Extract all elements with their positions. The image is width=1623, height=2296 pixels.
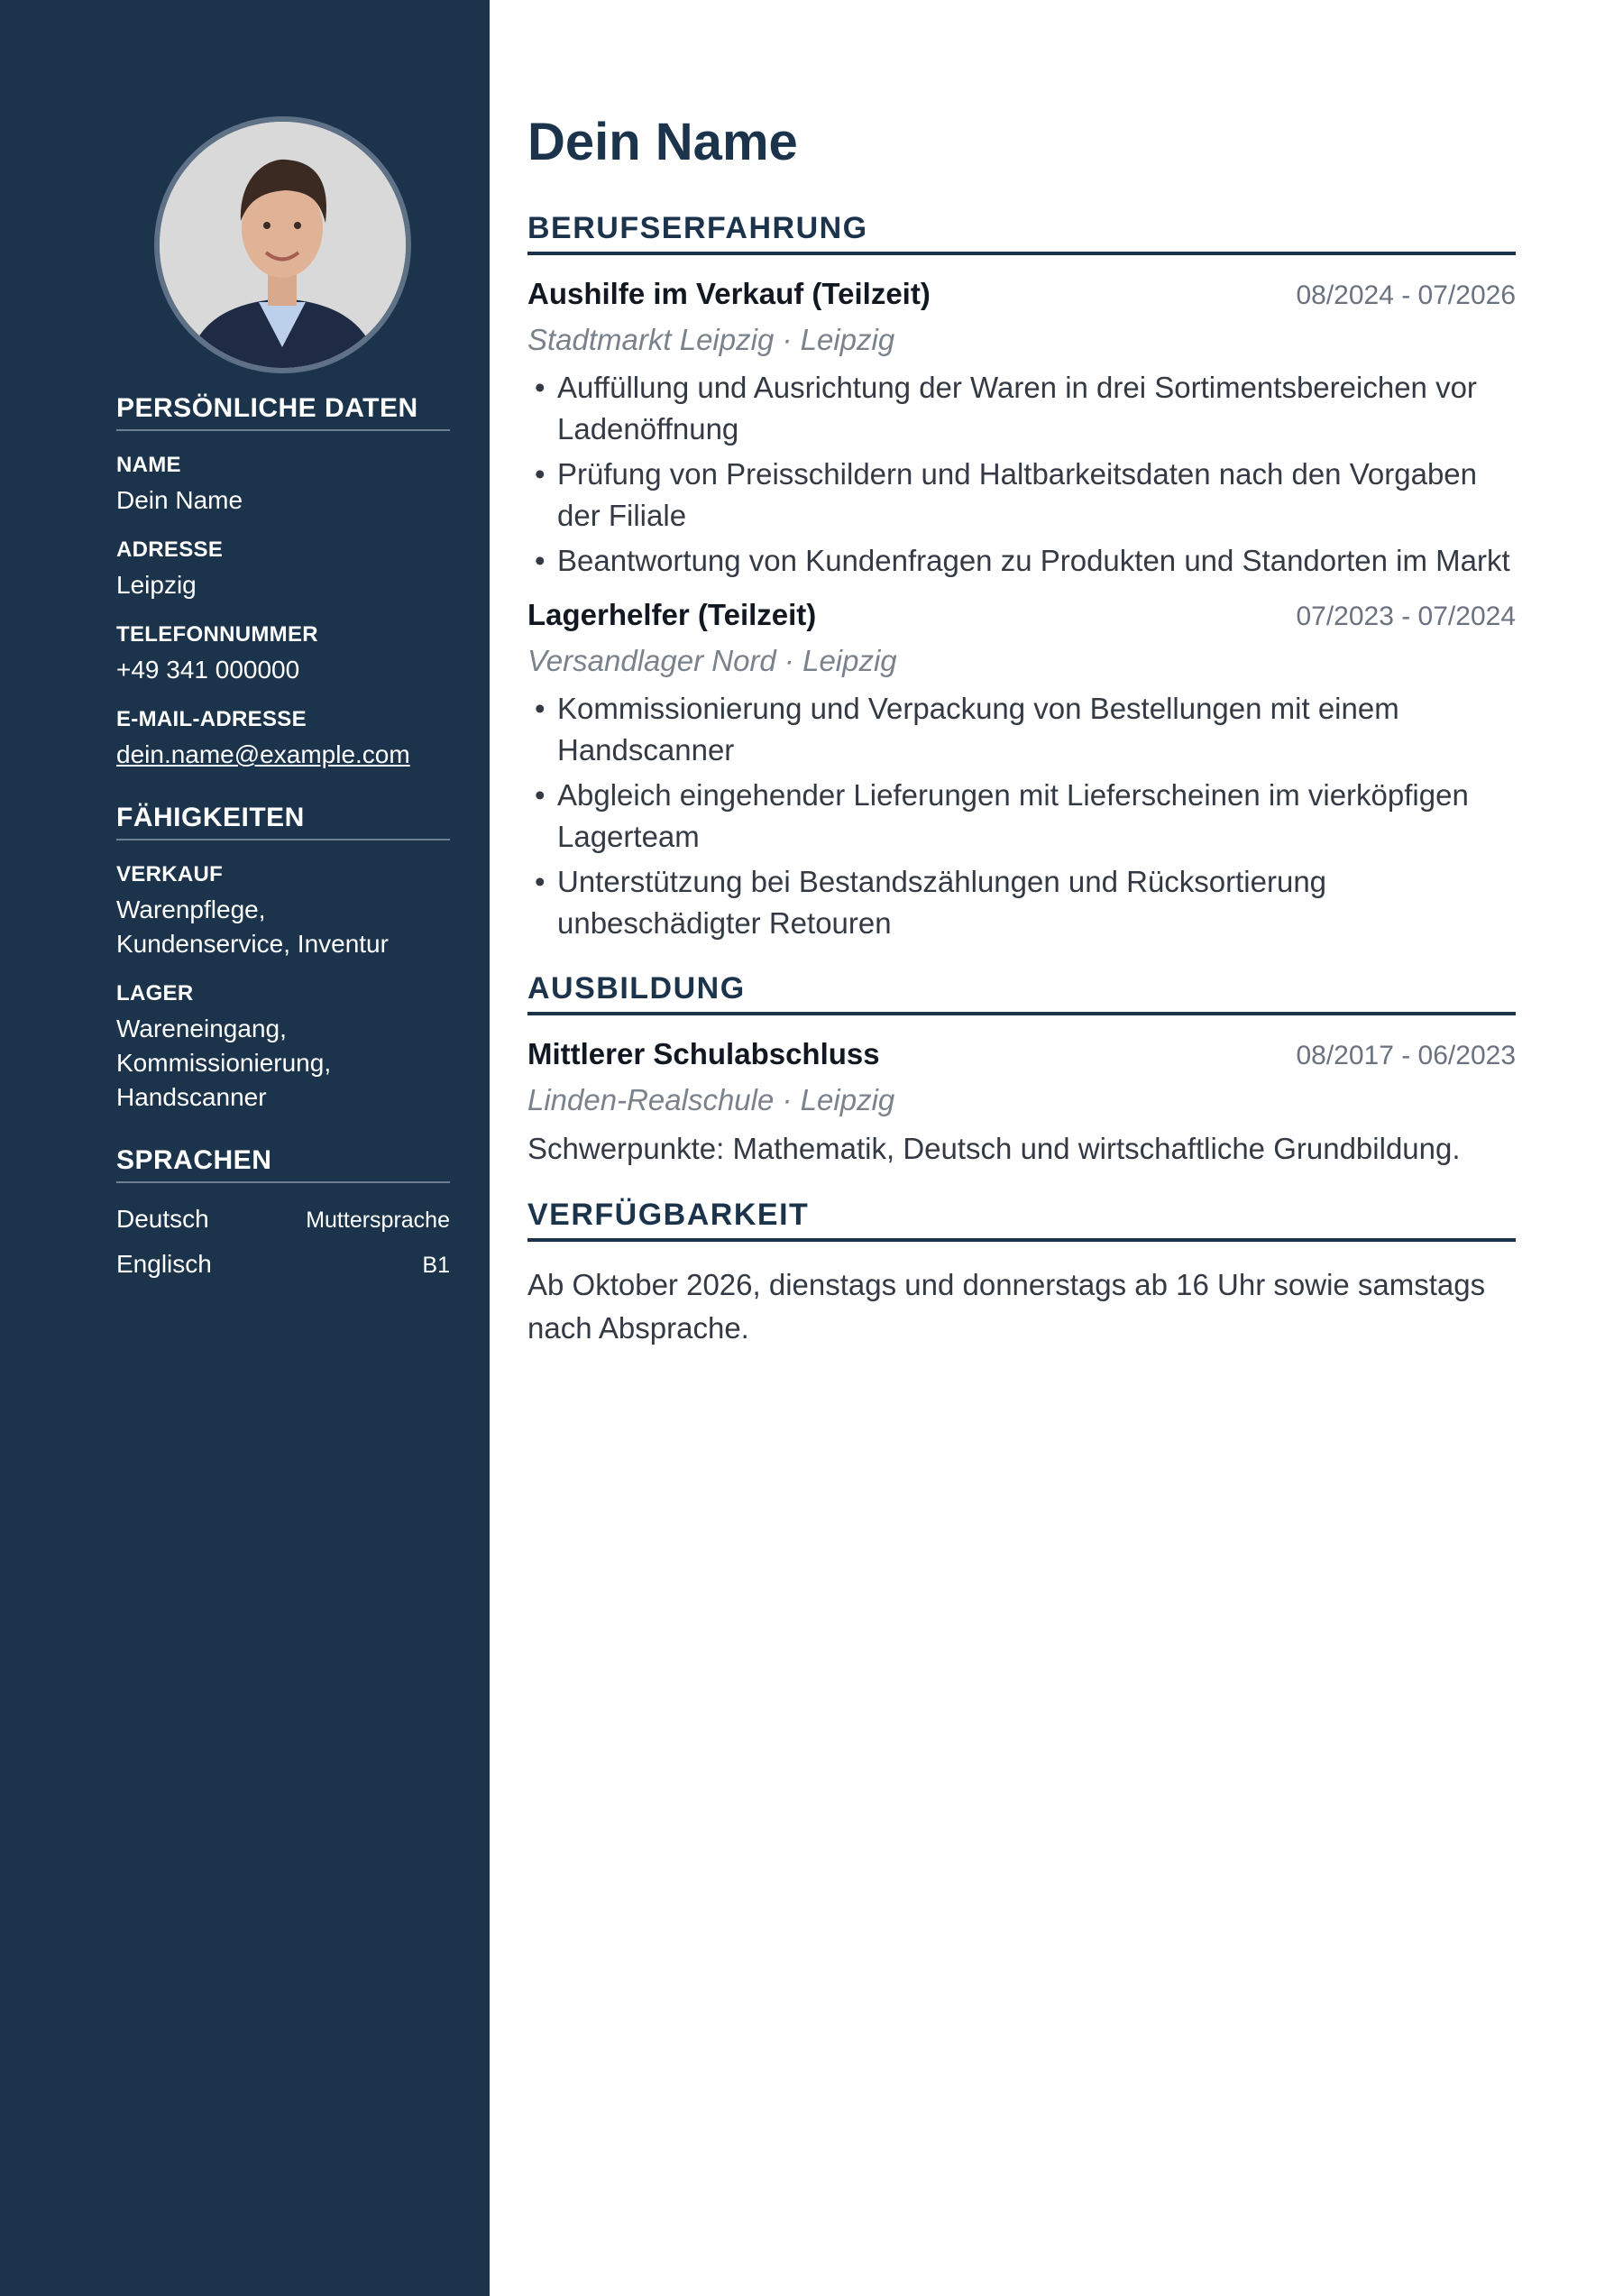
portrait-image — [160, 122, 406, 368]
bullet-item: • Kommissionierung und Verpackung von Bestellungen mit einem Handscanner — [527, 688, 1516, 771]
language-row — [116, 1205, 450, 1234]
page-title: Dein Name — [527, 113, 798, 171]
phone-value: +49 341 000000 — [116, 656, 300, 684]
entry-title: Lagerhelfer (Teilzeit) — [527, 598, 817, 631]
skill-group-value: Wareneingang, Kommissionierung, Handscanner — [116, 1015, 332, 1111]
email-label: E-MAIL-ADRESSE — [116, 707, 307, 731]
language-name: Deutsch — [116, 1205, 209, 1233]
entry-subtitle: Linden-Realschule · Leipzig — [527, 1083, 895, 1116]
entry-title: Mittlerer Schulabschluss — [527, 1037, 880, 1070]
entry-date: 08/2017 - 06/2023 — [1296, 1041, 1516, 1070]
personal-data-heading: PERSÖNLICHE DATEN — [116, 393, 450, 431]
language-row — [116, 1250, 450, 1279]
entry-date: 08/2024 - 07/2026 — [1296, 280, 1516, 310]
bullet-item: • Abgleich eingehender Lieferungen mit Lieferscheinen im vierköpfigen Lagerteam — [527, 775, 1516, 858]
bullet-item: • Beantwortung von Kundenfragen zu Produkten und Standorten im Markt — [527, 540, 1516, 582]
phone-label: TELEFONNUMMER — [116, 622, 318, 647]
bullet-list — [527, 367, 1516, 582]
skills-section — [116, 803, 450, 1115]
email-link[interactable]: dein.name@example.com — [116, 740, 410, 768]
entry-header — [527, 277, 1516, 311]
profile-photo — [154, 116, 411, 373]
bullet-item: • Unterstützung bei Bestandszählungen und Rücksortierung unbeschädigter Retouren — [527, 861, 1516, 944]
language-level: B1 — [422, 1253, 450, 1278]
language-level: Muttersprache — [306, 1208, 450, 1233]
language-name: Englisch — [116, 1250, 212, 1278]
entry-title: Aushilfe im Verkauf (Teilzeit) — [527, 277, 931, 310]
sidebar — [0, 0, 490, 2296]
experience-section — [527, 211, 1516, 944]
availability-section — [527, 1198, 1516, 1350]
skills-heading: FÄHIGKEITEN — [116, 803, 450, 840]
skill-group-value: Warenpflege, Kundenservice, Inventur — [116, 895, 389, 958]
personal-data-section — [116, 393, 450, 772]
main-content — [527, 108, 1516, 1377]
entry-header — [527, 598, 1516, 632]
experience-entry — [527, 598, 1516, 944]
address-value: Leipzig — [116, 571, 197, 599]
languages-section — [116, 1145, 450, 1279]
skill-group-label: LAGER — [116, 981, 194, 1006]
entry-subtitle: Versandlager Nord · Leipzig — [527, 644, 897, 677]
experience-heading: BERUFSERFAHRUNG — [527, 211, 1516, 255]
education-description: Schwerpunkte: Mathematik, Deutsch und wirtschaftliche Grundbildung. — [527, 1132, 1461, 1165]
entry-date: 07/2023 - 07/2024 — [1296, 602, 1516, 631]
availability-heading: VERFÜGBARKEIT — [527, 1198, 1516, 1242]
bullet-list — [527, 688, 1516, 944]
education-entry — [527, 1037, 1516, 1171]
name-label: NAME — [116, 453, 181, 477]
bullet-item: • Auffüllung und Ausrichtung der Waren in drei Sortimentsbereichen vor Ladenöffnung — [527, 367, 1516, 450]
address-label: ADRESSE — [116, 537, 224, 562]
skill-group-label: VERKAUF — [116, 862, 224, 886]
availability-text: Ab Oktober 2026, dienstags und donnerstags ab 16 Uhr sowie samstags nach Absprache. — [527, 1268, 1486, 1345]
sidebar-content — [116, 393, 450, 1309]
name-value: Dein Name — [116, 486, 243, 514]
entry-subtitle: Stadtmarkt Leipzig · Leipzig — [527, 323, 895, 356]
languages-heading: SPRACHEN — [116, 1145, 450, 1183]
education-section — [527, 971, 1516, 1171]
experience-entry — [527, 277, 1516, 582]
bullet-item: • Prüfung von Preisschildern und Haltbarkeitsdaten nach den Vorgaben der Filiale — [527, 454, 1516, 537]
entry-header — [527, 1037, 1516, 1071]
education-heading: AUSBILDUNG — [527, 971, 1516, 1015]
